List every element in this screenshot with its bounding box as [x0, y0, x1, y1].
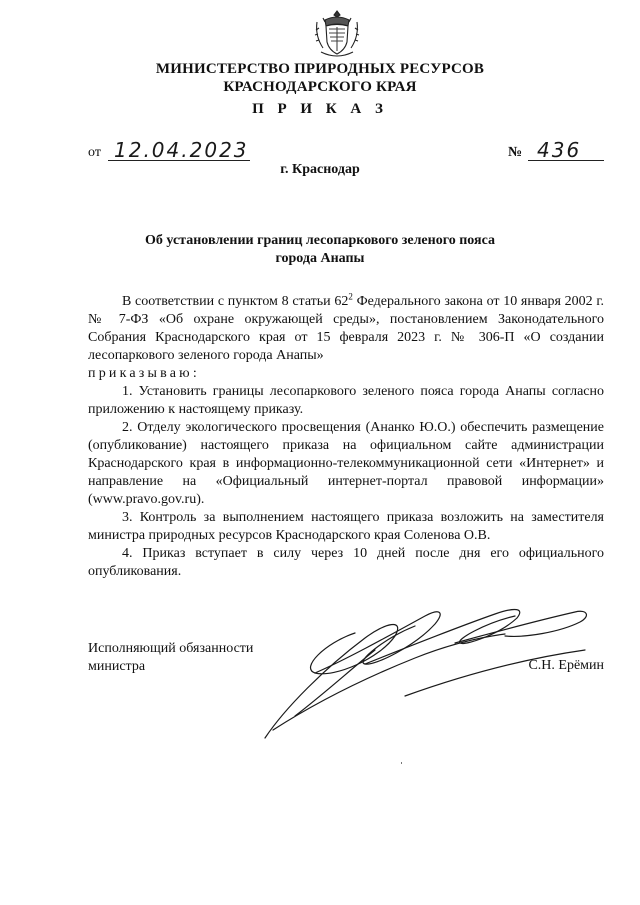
ministry-name-line2: КРАСНОДАРСКОГО КРАЯ: [223, 79, 417, 95]
order-title: [0, 232, 640, 268]
scan-dot: [401, 762, 402, 764]
ministry-name-line1: МИНИСТЕРСТВО ПРИРОДНЫХ РЕСУРСОВ: [155, 61, 485, 77]
coat-of-arms-icon: [311, 8, 363, 60]
order-word-paragraph: [88, 365, 604, 383]
document-type: П Р И К А З: [252, 101, 388, 117]
signatory-name: С.Н. Ерёмин: [528, 658, 604, 673]
preamble-part2: Федерального закона от 10 января 2002 г. № 7-ФЗ «Об охране окружающей среды», постановлением Законодательного Собрания Краснодарского края от 15 февраля 2023 г. № 306-П «О создании лесопаркового зеленого города Анапы»: [88, 294, 605, 363]
preamble-part1: В соответствии с пунктом 8 статьи 62: [122, 294, 349, 309]
ministry-name: [0, 60, 640, 96]
order-date: 12.04.2023: [114, 138, 249, 162]
date-prefix: от: [88, 145, 101, 160]
order-title-line1: Об установлении границ лесопаркового зеленого пояса: [145, 233, 495, 248]
preamble-paragraph: [88, 293, 604, 365]
order-title-line2: города Анапы: [275, 251, 365, 266]
order-item-2: 2. Отделу экологического просвещения (Ананко Ю.О.) обеспечить размещение (опубликование) настоящего приказа на официальном сайте администрации Краснодарского края в информационно-телекоммуникационной сети «Интернет» и направление на «Официальный интернет-портал правовой информации» (www.pravo.gov.ru).: [88, 420, 604, 507]
signatory-position-line2: министра: [88, 659, 146, 674]
order-item-3: 3. Контроль за выполнением настоящего приказа возложить на заместителя министра природных ресурсов Краснодарского края Соленова О.В.: [88, 510, 604, 543]
order-item-1: 1. Установить границы лесопаркового зеленого пояса города Анапы согласно приложению к настоящему приказу.: [88, 384, 604, 417]
signatory-position-line1: Исполняющий обязанности: [88, 641, 254, 656]
order-word: приказываю:: [88, 366, 200, 381]
order-item-4: 4. Приказ вступает в силу через 10 дней после дня его официального опубликования.: [88, 546, 604, 579]
signature-icon: [255, 598, 595, 748]
order-number: 436: [537, 138, 582, 162]
order-body: [88, 293, 604, 581]
number-underline: [528, 160, 604, 161]
signatory-position: [88, 640, 253, 676]
date-underline: [108, 160, 250, 161]
number-prefix: №: [508, 145, 523, 160]
city-name: г. Краснодар: [280, 162, 360, 177]
article-superscript: 2: [348, 291, 353, 302]
